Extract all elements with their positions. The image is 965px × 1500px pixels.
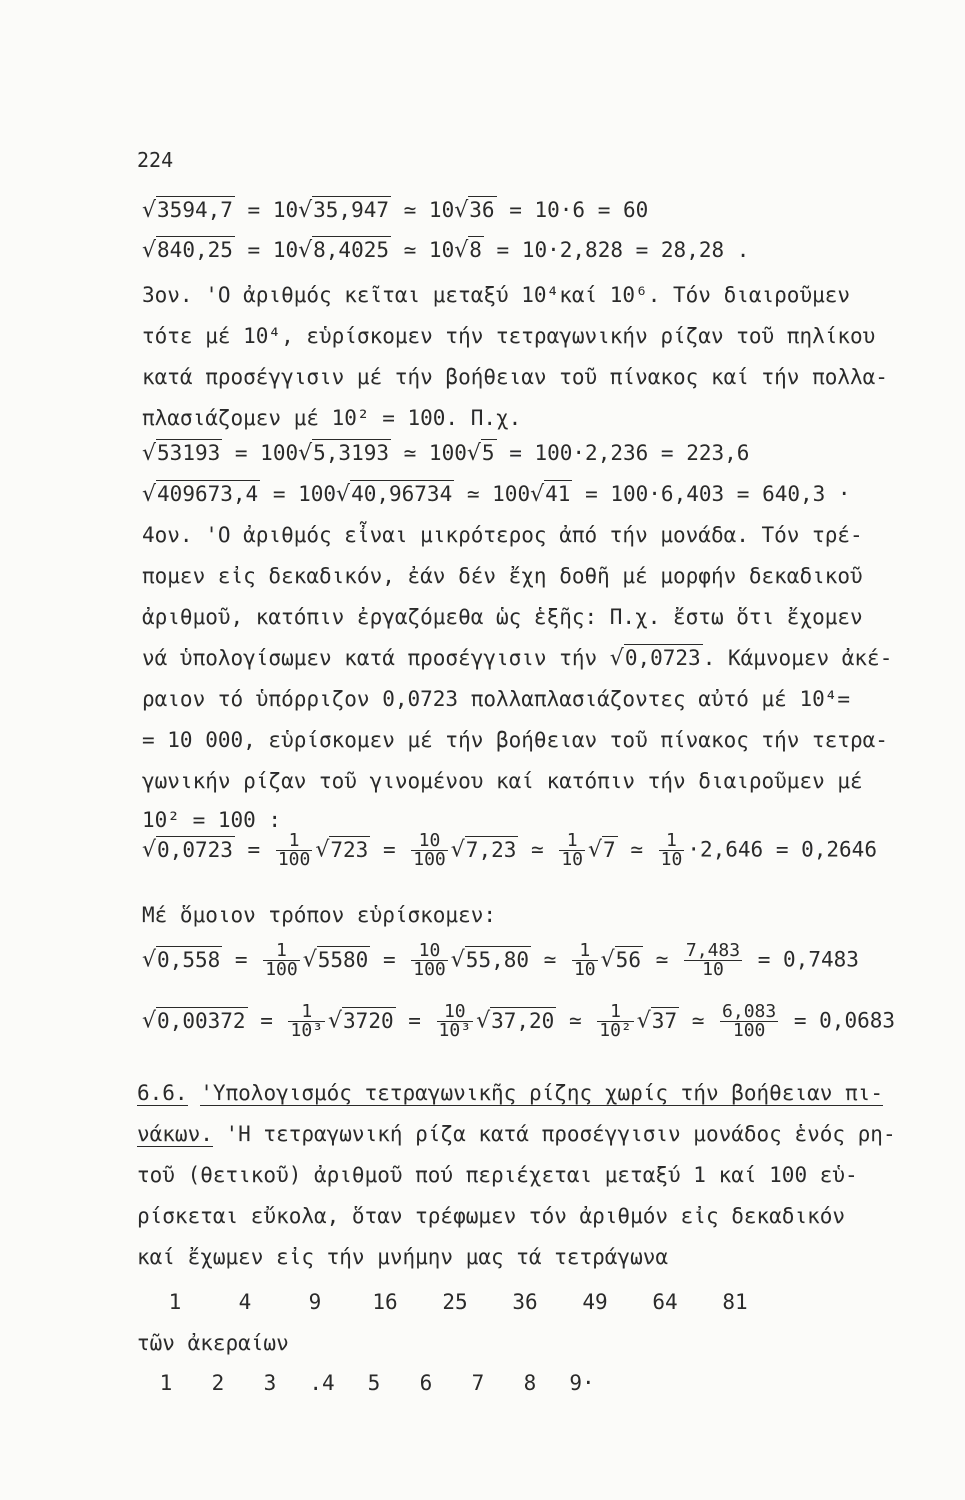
text-line: 3ον. 'Ο ἀριθμός κεῖται μεταξύ 10⁴καί 10⁶. Τόν διαιροῦμεν xyxy=(142,283,851,307)
numerator: 1 xyxy=(288,1003,325,1022)
equation-text: ≃ 100 xyxy=(391,441,467,465)
radicand: 8 xyxy=(469,238,482,262)
text-line: τῶν ἀκεραίων xyxy=(137,1331,289,1355)
fraction xyxy=(597,1003,634,1040)
numerator: 1 xyxy=(597,1003,634,1022)
radical-sign: √ xyxy=(450,947,465,973)
text-segment: νά ὑπολογίσωμεν κατά προσέγγισιν τήν xyxy=(142,646,610,670)
radical-sign: √ xyxy=(636,1008,651,1034)
radical-sign: √ xyxy=(142,947,157,973)
text-line: ἀριθμοῦ, κατόπιν ἐργαζόμεθα ὡς ἑξῆς: Π.χ. ἔστω ὅτι ἔχομεν xyxy=(142,605,863,629)
text-line: τοῦ (θετικοῦ) ἀριθμοῦ πού περιέχεται μεταξύ 1 καί 100 εὑ- xyxy=(137,1163,858,1187)
fraction xyxy=(411,832,448,869)
numerator: 1 xyxy=(263,942,300,961)
radicand: 409673,4 xyxy=(157,482,259,506)
text-line: καί ἔχωμεν εἰς τήν μνήμην μας τά τετράγωνα xyxy=(137,1245,669,1269)
fraction xyxy=(659,832,685,869)
radicand: 7 xyxy=(603,837,616,862)
radical-sign: √ xyxy=(476,1008,491,1034)
equation-text: = 10·2,828 = 28,28 . xyxy=(483,238,750,262)
section-heading xyxy=(137,1083,883,1104)
radical-sign: √ xyxy=(450,837,465,863)
fraction xyxy=(684,942,742,979)
numerator: 1 xyxy=(572,942,598,961)
fraction xyxy=(263,942,300,979)
equation-text: = 0,7483 xyxy=(757,947,859,972)
radicand: 0,00372 xyxy=(157,1008,246,1033)
equation-line: √0,00372 = $\frac{1}{\text{10³}}$ √3720 = $\frac{10}{\text{10³}}$ √37,20 ≃ $\frac{1}{\text{10²}}$ √37 ≃ $\frac{6,083}{100}$ = 0,0683 xyxy=(142,1001,896,1041)
equation-text: = 100·6,403 = 640,3 · xyxy=(572,482,851,506)
list-item: 49 xyxy=(582,1290,608,1314)
radical-sign: √ xyxy=(142,482,157,507)
radicand: 55,80 xyxy=(465,947,530,972)
radicand: 5,3193 xyxy=(313,441,389,465)
numerator: 6,083 xyxy=(722,1001,777,1022)
list-item: 81 xyxy=(722,1290,748,1314)
radical-sign: √ xyxy=(454,198,469,223)
radical-sign: √ xyxy=(315,837,330,863)
equation-line: √0,558 = $\frac{1}{100}$ √5580 = $\frac{10}{100}$ √55,80 ≃ $\frac{1}{10}$ √56 ≃ $\frac{7,483}{10}$ = 0,7483 xyxy=(142,940,859,980)
denominator: 100 xyxy=(732,1020,766,1041)
radicand: 3594,7 xyxy=(157,198,233,222)
equation-text: ≃ 10 xyxy=(391,198,455,222)
radicand: 5580 xyxy=(317,947,369,972)
denominator: 10³ xyxy=(438,1020,472,1041)
radical-sign: √ xyxy=(328,1008,343,1034)
list-item: 2 xyxy=(211,1371,225,1395)
radicand: 7,23 xyxy=(465,837,517,862)
radicand: 840,25 xyxy=(157,238,233,262)
list-item: 8 xyxy=(523,1371,537,1395)
radical-sign: √ xyxy=(336,482,351,507)
equation-text: = 0,0683 xyxy=(793,1008,896,1033)
text-line: ρίσκεται εὔκολα, ὅταν τρέφωμεν τόν ἀριθμόν εἰς δεκαδικόν xyxy=(137,1204,846,1228)
list-item: 6 xyxy=(419,1371,433,1395)
radicand: 37 xyxy=(651,1008,678,1033)
list-item: 5 xyxy=(367,1371,381,1395)
radicand: 8,4025 xyxy=(313,238,389,262)
fraction xyxy=(559,832,585,869)
list-item: 36 xyxy=(512,1290,538,1314)
equation-text: ·2,646 = 0,2646 xyxy=(687,837,877,862)
fraction xyxy=(288,1003,325,1040)
equation-text: = 100 xyxy=(260,482,337,506)
numerator: 10 xyxy=(411,832,448,851)
radical-sign: √ xyxy=(298,441,313,466)
text-line: πλασιάζομεν μέ 10² = 100. Π.χ. xyxy=(142,406,522,430)
equation-line xyxy=(142,484,851,506)
text-line xyxy=(142,648,892,670)
section-number: 6.6. xyxy=(137,1081,188,1105)
equation-line: √0,0723 = $\frac{1}{100}$ √723 = $\frac{10}{100}$ √7,23 ≃ $\frac{1}{10}$ √7 ≃ $\frac{1}{10}$ ·2,646 = 0,2646 xyxy=(142,830,877,870)
list-item: 7 xyxy=(471,1371,485,1395)
radicand: 5 xyxy=(481,441,495,465)
numerator: 10 xyxy=(437,1003,474,1022)
text-line: 10² = 100 : xyxy=(142,808,282,832)
text-line: 4ον. 'Ο ἀριθμός εἶναι μικρότερος ἀπό τήν μονάδα. Τόν τρέ- xyxy=(142,523,863,547)
radicand: 36 xyxy=(469,198,495,222)
list-item: 9 xyxy=(308,1290,322,1314)
list-item: 3 xyxy=(263,1371,277,1395)
section-title: 'Υπολογισμός τετραγωνικῆς ρίζης χωρίς τήν βοήθειαν πι- xyxy=(200,1081,883,1105)
radicand: 53193 xyxy=(157,441,221,465)
fraction xyxy=(720,1003,778,1040)
text-line: πομεν εἰς δεκαδικόν, ἐάν δέν ἔχη δοθῆ μέ μορφήν δεκαδικοῦ xyxy=(142,564,863,588)
radicand: 723 xyxy=(330,837,369,862)
radical-sign: √ xyxy=(142,198,157,223)
equation-text: = 10·6 = 60 xyxy=(496,198,649,222)
text-line: Μέ ὅμοιον τρόπον εὑρίσκομεν: xyxy=(142,903,497,927)
list-item: 1 xyxy=(159,1371,173,1395)
text-line: ραιον τό ὑπόρριζον 0,0723 πολλαπλασιάζοντες αὐτό μέ 10⁴= xyxy=(142,687,851,711)
integers-row xyxy=(140,1373,608,1394)
list-item: 9· xyxy=(569,1371,595,1395)
radicand: 41 xyxy=(545,482,571,506)
equation-text: = 10 xyxy=(234,238,299,262)
radicand: 37,20 xyxy=(491,1008,555,1033)
denominator: 10 xyxy=(561,849,583,870)
fraction xyxy=(411,942,448,979)
equation-line xyxy=(142,200,648,222)
radical-sign: √ xyxy=(142,238,157,263)
text-line: = 10 000, εὑρίσκομεν μέ τήν βοήθειαν τοῦ πίνακος τήν τετρα- xyxy=(142,728,888,752)
radical-sign: √ xyxy=(530,482,545,507)
radicand: 0,0723 xyxy=(157,837,233,862)
radicand: 0,558 xyxy=(157,947,221,972)
radical-sign: √ xyxy=(142,441,157,466)
equation-text: = 10 xyxy=(234,198,299,222)
fraction xyxy=(572,942,598,979)
radical-sign: √ xyxy=(454,238,469,263)
fraction xyxy=(276,832,313,869)
radical-sign: √ xyxy=(142,837,157,863)
list-item: 64 xyxy=(652,1290,678,1314)
denominator: 100 xyxy=(277,849,311,870)
radicand: 56 xyxy=(615,947,641,972)
text-line: γωνικήν ρίζαν τοῦ γινομένου καί κατόπιν τήν διαιροῦμεν μέ xyxy=(142,769,863,793)
denominator: 10² xyxy=(599,1020,632,1041)
equation-text: ≃ 10 xyxy=(391,238,455,262)
radicand: 0,0723 xyxy=(624,646,701,670)
denominator: 10³ xyxy=(290,1020,323,1041)
text-segment: . Κάμνομεν ἀκέ- xyxy=(702,646,893,670)
radicand: 35,947 xyxy=(313,198,389,222)
squares-row xyxy=(140,1292,770,1313)
text-line: τότε μέ 10⁴, εὑρίσκομεν τήν τετραγωνικήν ρίζαν τοῦ πηλίκου xyxy=(142,324,876,348)
denominator: 10 xyxy=(702,959,724,980)
list-item: 25 xyxy=(442,1290,468,1314)
radical-sign: √ xyxy=(302,947,317,973)
text-line: κατά προσέγγισιν μέ τήν βοήθειαν τοῦ πίνακος καί τήν πολλα- xyxy=(142,365,888,389)
radical-sign: √ xyxy=(298,238,313,263)
radicand: 3720 xyxy=(343,1008,394,1033)
radical-sign: √ xyxy=(142,1008,157,1034)
numerator: 1 xyxy=(276,832,313,851)
equation-line xyxy=(142,240,749,262)
numerator: 1 xyxy=(659,832,685,851)
radicand: 40,96734 xyxy=(351,482,453,506)
list-item: 4 xyxy=(238,1290,252,1314)
denominator: 100 xyxy=(265,959,298,980)
list-item: .4 xyxy=(309,1371,335,1395)
equation-text: ≃ 100 xyxy=(454,482,531,506)
equation-line xyxy=(142,443,749,465)
fraction xyxy=(437,1003,474,1040)
equation-text: = 100·2,236 = 223,6 xyxy=(496,441,750,465)
denominator: 100 xyxy=(413,849,446,870)
text-line xyxy=(137,1124,896,1145)
radical-sign: √ xyxy=(466,441,481,466)
text-segment: 'Η τετραγωνική ρίζα κατά προσέγγισιν μονάδος ἑνός ρη- xyxy=(212,1122,896,1146)
denominator: 10 xyxy=(660,849,683,870)
list-item: 16 xyxy=(372,1290,398,1314)
equation-text: = 100 xyxy=(222,441,299,465)
radical-sign: √ xyxy=(298,198,313,223)
numerator: 1 xyxy=(559,832,585,851)
numerator: 7,483 xyxy=(685,940,741,961)
denominator: 100 xyxy=(413,959,446,980)
radical-sign: √ xyxy=(588,837,603,863)
list-item: 1 xyxy=(168,1290,182,1314)
radical-sign: √ xyxy=(609,646,624,671)
radical-sign: √ xyxy=(600,947,615,973)
page-number: 224 xyxy=(137,148,174,172)
section-title-end: νάκων. xyxy=(137,1122,213,1146)
denominator: 10 xyxy=(573,959,596,980)
numerator: 10 xyxy=(411,942,448,961)
